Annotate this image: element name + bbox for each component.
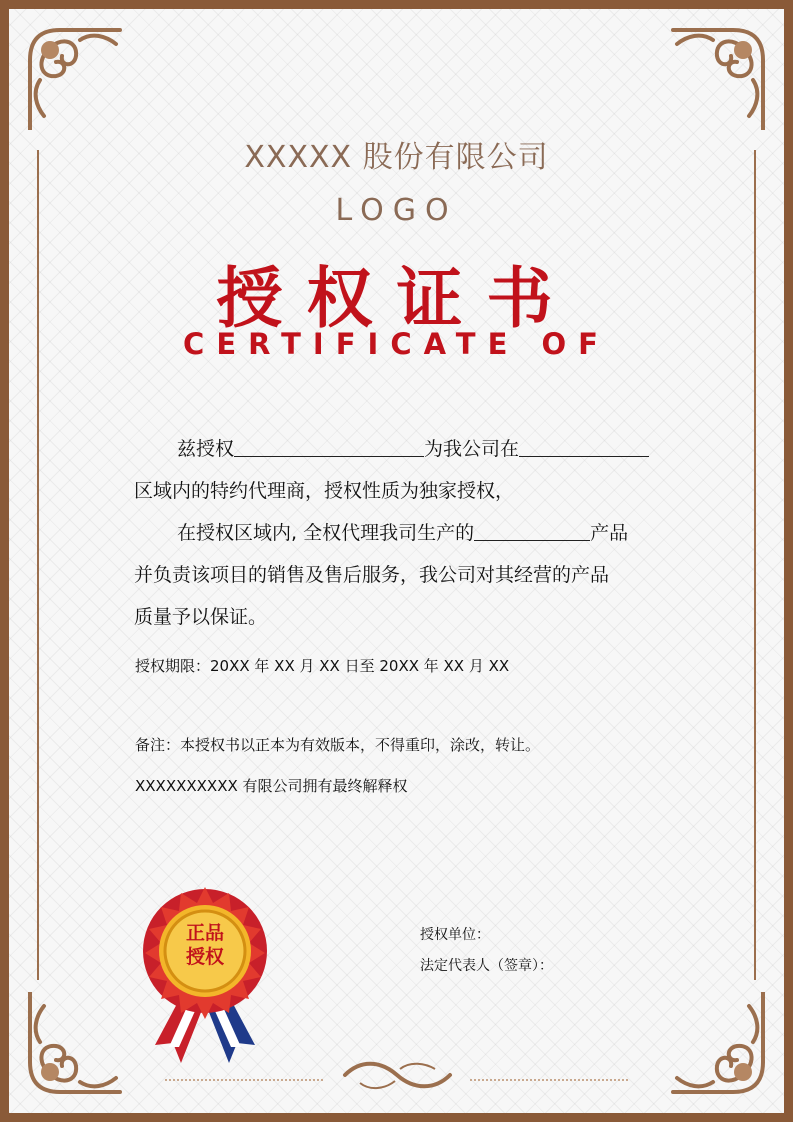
region-blank[interactable] (519, 432, 649, 457)
body-text: 产品 (590, 522, 629, 544)
bottom-dotted-line-left (165, 1079, 323, 1081)
bottom-dotted-line-right (470, 1079, 628, 1081)
agent-name-blank[interactable] (234, 432, 424, 457)
authorization-term: 授权期限：20XX 年 XX 月 XX 日至 20XX 年 XX 月 XX (135, 657, 510, 675)
certificate-title: 授权证书 (216, 260, 577, 337)
body-line-1 (134, 428, 674, 470)
legal-representative-label: 法定代表人（签章）： (420, 958, 553, 974)
body-line-3 (134, 512, 674, 554)
badge-line-2: 授权 (185, 946, 224, 968)
certificate-body (134, 428, 674, 638)
body-line-5: 质量予以保证。 (134, 606, 268, 628)
award-rosette-icon (135, 885, 275, 1075)
body-text: 在授权区域内, 全权代理我司生产的 (177, 522, 475, 544)
company-name: XXXXX 股份有限公司 (244, 140, 549, 175)
certificate-subtitle: CERTIFICATE OF (183, 327, 610, 361)
remark-note: 备注：本授权书以正本为有效版本，不得重印，涂改，转让。 (135, 736, 541, 754)
bottom-right-ornament-icon (663, 992, 773, 1102)
top-left-ornament-icon (20, 20, 130, 130)
interpretation-rights: XXXXXXXXXX 有限公司拥有最终解释权 (135, 777, 408, 795)
authorizing-unit-label: 授权单位： (420, 927, 490, 943)
bottom-flourish-icon (340, 1055, 455, 1095)
logo-placeholder: LOGO (335, 193, 458, 228)
body-line-2: 区域内的特约代理商，授权性质为独家授权， (134, 480, 515, 502)
body-text: 为我公司在 (424, 438, 520, 460)
body-line-4: 并负责该项目的销售及售后服务，我公司对其经营的产品 (134, 564, 610, 586)
bottom-left-ornament-icon (20, 992, 130, 1102)
body-text: 兹授权 (177, 438, 235, 460)
top-right-ornament-icon (663, 20, 773, 130)
product-blank[interactable] (474, 516, 590, 541)
badge-line-1: 正品 (185, 922, 224, 944)
badge-text (160, 921, 250, 969)
